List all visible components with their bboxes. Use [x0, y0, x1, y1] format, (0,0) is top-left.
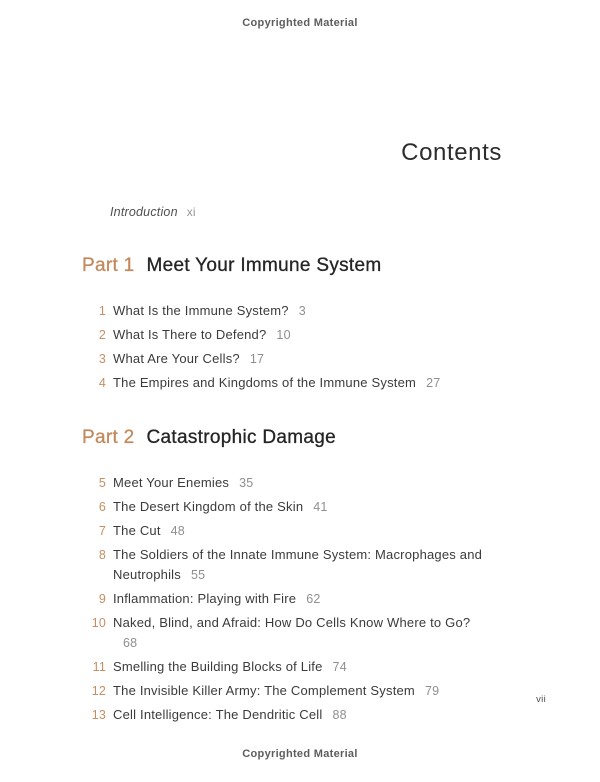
chapter-page-number: 88: [332, 708, 347, 722]
chapter-row-12: [82, 681, 522, 701]
chapter-title: The Invisible Killer Army: The Complement System: [113, 683, 415, 698]
frontmatter-entry-introduction: [110, 205, 196, 219]
chapter-entry: [113, 473, 253, 493]
chapter-entry: [113, 301, 306, 321]
chapter-number: 9: [98, 592, 106, 606]
chapter-title: Cell Intelligence: The Dendritic Cell: [113, 707, 323, 722]
chapter-entry: [113, 497, 328, 517]
chapter-entry: [113, 613, 493, 653]
chapter-number: 8: [98, 548, 106, 562]
chapter-number: 2: [98, 328, 106, 342]
chapter-title: The Desert Kingdom of the Skin: [113, 499, 304, 514]
chapter-row-2: [82, 325, 522, 345]
chapter-entry: [113, 349, 264, 369]
page-title: Contents: [401, 139, 502, 166]
chapter-entry: [113, 373, 440, 393]
chapter-title: The Empires and Kingdoms of the Immune System: [113, 375, 417, 390]
chapter-entry: [113, 325, 291, 345]
part-1-label: Part 1: [82, 255, 135, 276]
part-1-title: Meet Your Immune System: [146, 255, 382, 276]
part-2-chapter-list: [82, 473, 522, 725]
chapter-page-number: 35: [239, 476, 254, 490]
chapter-page-number: 3: [298, 304, 306, 318]
chapter-page-number: 79: [424, 684, 440, 698]
chapter-number: 3: [98, 352, 106, 366]
chapter-page-number: 48: [170, 524, 185, 538]
part-2-heading: [82, 425, 522, 451]
copyright-notice-top: Copyrighted Material: [242, 17, 358, 29]
part-2-label: Part 2: [82, 427, 135, 448]
chapter-entry: [113, 589, 321, 609]
chapter-row-6: [82, 497, 522, 517]
part-2-title: Catastrophic Damage: [146, 427, 336, 448]
chapter-title: Inflammation: Playing with Fire: [113, 591, 297, 606]
chapter-title: Naked, Blind, and Afraid: How Do Cells Know Where to Go?: [113, 615, 471, 630]
chapter-number: 12: [91, 684, 106, 698]
chapter-page-number: 68: [123, 636, 138, 650]
chapter-page-number: 27: [426, 376, 441, 390]
chapter-number: 7: [98, 524, 106, 538]
frontmatter-label: Introduction: [110, 205, 178, 219]
part-2-section: [82, 425, 522, 729]
chapter-row-7: [82, 521, 522, 541]
chapter-row-8: [82, 545, 522, 585]
chapter-number: 1: [98, 304, 106, 318]
chapter-entry: [113, 521, 185, 541]
chapter-title: The Cut: [113, 523, 161, 538]
chapter-row-9: [82, 589, 522, 609]
chapter-row-1: [82, 301, 522, 321]
chapter-page-number: 55: [190, 568, 206, 582]
chapter-title: Meet Your Enemies: [113, 475, 230, 490]
chapter-page-number: 10: [276, 328, 291, 342]
chapter-row-4: [82, 373, 522, 393]
chapter-row-5: [82, 473, 522, 493]
chapter-row-10: [82, 613, 522, 653]
chapter-title: Smelling the Building Blocks of Life: [113, 659, 323, 674]
chapter-title: The Soldiers of the Innate Immune System: Macrophages and Neutrophils: [113, 547, 483, 582]
chapter-number: 6: [98, 500, 106, 514]
chapter-number: 4: [98, 376, 106, 390]
chapter-page-number: 62: [306, 592, 321, 606]
part-1-section: [82, 253, 522, 397]
chapter-entry: [113, 705, 347, 725]
copyright-notice-bottom: Copyrighted Material: [242, 748, 358, 760]
chapter-page-number: 17: [249, 352, 265, 366]
chapter-row-13: [82, 705, 522, 725]
chapter-title: What Is the Immune System?: [113, 303, 289, 318]
frontmatter-page-number: xi: [186, 205, 196, 219]
chapter-entry: [113, 657, 347, 677]
chapter-entry: [113, 681, 439, 701]
page-folio: vii: [536, 694, 546, 705]
chapter-number: 13: [91, 708, 106, 722]
chapter-page-number: 41: [313, 500, 328, 514]
chapter-title: What Are Your Cells?: [113, 351, 240, 366]
chapter-entry: [113, 545, 493, 585]
chapter-row-11: [82, 657, 522, 677]
chapter-number: 11: [92, 660, 106, 674]
chapter-number: 10: [91, 616, 106, 630]
part-1-heading: [82, 253, 522, 279]
part-1-chapter-list: [82, 301, 522, 393]
chapter-number: 5: [98, 476, 106, 490]
chapter-page-number: 74: [332, 660, 347, 674]
chapter-row-3: [82, 349, 522, 369]
chapter-title: What Is There to Defend?: [113, 327, 267, 342]
